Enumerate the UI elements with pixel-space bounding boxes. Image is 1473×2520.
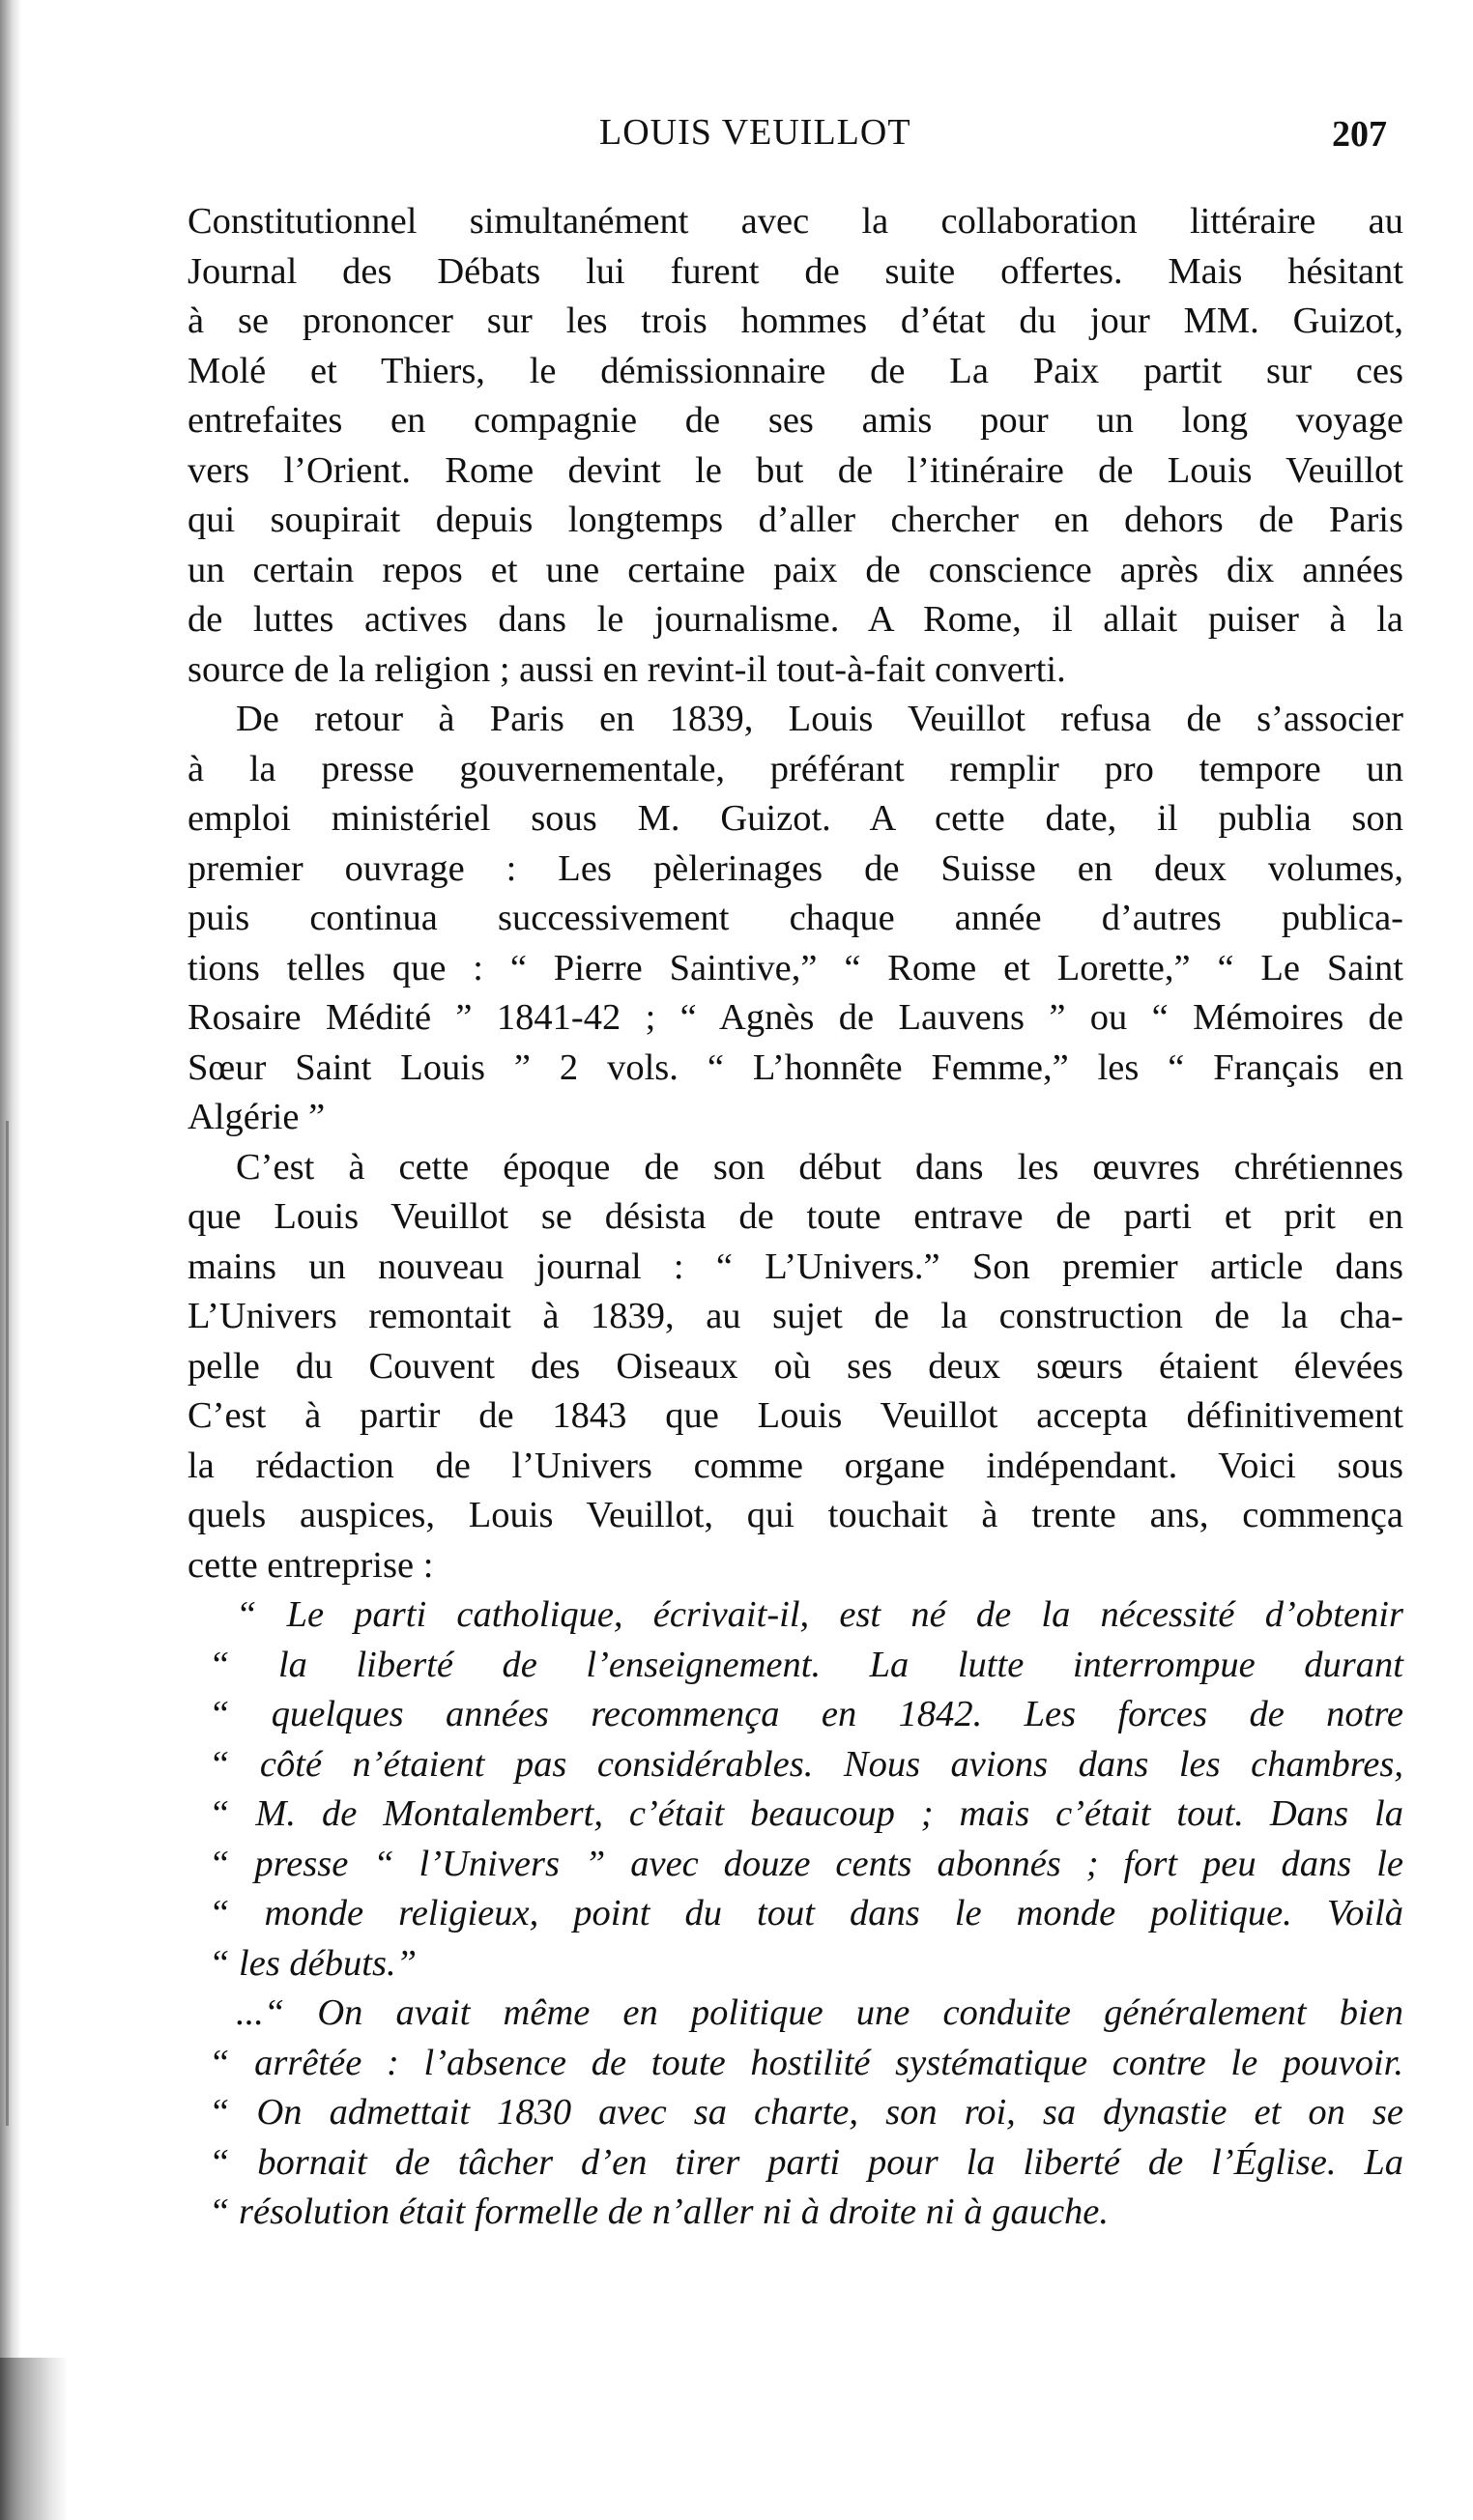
page-number: 207 [1332,114,1387,155]
text-line: L’Univers remontait à 1839, au sujet de la construction de la cha- [188,1296,1403,1336]
text-line: tions telles que : “ Pierre Saintive,” “ Rome et Lorette,” “ Le Saint [188,947,1403,988]
running-head [0,111,1473,169]
text-line: Sœur Saint Louis ” 2 vols. “ L’honnête Femme,” les “ Français en [188,1046,1403,1088]
text-line: la rédaction de l’Univers comme organe indépendant. Voici sous [188,1445,1403,1486]
prose-paragraphs [188,197,1403,1590]
text-line: mains un nouveau journal : “ L’Univers.” Son premier article dans [188,1246,1403,1287]
quote-line: “ monde religieux, point du tout dans le monde politique. Voilà [209,1893,1403,1933]
body-text [188,197,1403,2238]
text-line: Rosaire Médité ” 1841-42 ; “ Agnès de Lauvens ” ou “ Mémoires de [188,997,1403,1038]
text-line: Algérie ” [188,1097,326,1137]
text-line: C’est à partir de 1843 que Louis Veuillot accepta définitivement [188,1395,1403,1436]
text-line: puis continua successivement chaque année d’autres publica- [188,898,1403,938]
text-line: à se prononcer sur les trois hommes d’état du jour MM. Guizot, [188,301,1403,341]
text-line: pelle du Couvent des Oiseaux où ses deux sœurs étaient élevées [188,1345,1403,1387]
text-line: C’est à cette époque de son début dans les œuvres chrétiennes [236,1146,1403,1188]
text-line: Molé et Thiers, le démissionnaire de La Paix partit sur ces [188,350,1403,391]
quote-line: “ arrêtée : l’absence de toute hostilité systématique contre le pouvoir. [209,2042,1403,2083]
text-line: Constitutionnel simultanément avec la collaboration littéraire au [188,201,1403,242]
text-line: Journal des Débats lui furent de suite offertes. Mais hésitant [188,250,1403,292]
quote-line: ...“ On avait même en politique une conduite généralement bien [236,1992,1403,2033]
quotation-block-2 [188,1989,1403,2238]
quote-line: “ bornait de tâcher d’en tirer parti pour la liberté de l’Église. La [209,2141,1403,2183]
scan-edge-line [6,1121,9,2126]
quote-line: “ résolution était formelle de n’aller ni à droite ni à gauche. [209,2191,1110,2232]
text-line: un certain repos et une certaine paix de conscience après dix années [188,549,1403,590]
quote-line: “ les débuts.” [209,1942,417,1984]
quote-line: “ M. de Montalembert, c’était beaucoup ; mais c’était tout. Dans la [209,1793,1403,1834]
quote-line: “ la liberté de l’enseignement. La lutte interrompue durant [209,1644,1403,1685]
quote-line: “ Le parti catholique, écrivait-il, est né de la nécessité d’obtenir [236,1594,1403,1635]
text-line: quels auspices, Louis Veuillot, qui touchait à trente ans, commença [188,1495,1403,1535]
text-line: vers l’Orient. Rome devint le but de l’itinéraire de Louis Veuillot [188,449,1403,491]
text-line: premier ouvrage : Les pèlerinages de Suisse en deux volumes, [188,847,1403,889]
quote-line: “ côté n’étaient pas considérables. Nous avions dans les chambres, [209,1743,1403,1785]
text-line: à la presse gouvernementale, préférant remplir pro tempore un [188,748,1403,789]
text-line: de luttes actives dans le journalisme. A Rome, il allait puiser à la [188,599,1403,640]
text-line: qui soupirait depuis longtemps d’aller chercher en dehors de Paris [188,500,1403,540]
running-title: LOUIS VEUILLOT [599,112,911,153]
quotation-block-1 [188,1590,1403,1989]
scan-edge-shadow [0,0,21,2520]
text-line: entrefaites en compagnie de ses amis pour un long voyage [188,400,1403,441]
quote-line: “ On admettait 1830 avec sa charte, son roi, sa dynastie et on se [209,2092,1403,2133]
text-line: source de la religion ; aussi en revint-il tout-à-fait converti. [188,648,1066,690]
quote-line: “ presse “ l’Univers ” avec douze cents abonnés ; fort peu dans le [209,1843,1403,1884]
scan-corner-shadow [0,2358,68,2520]
text-line: cette entreprise : [188,1544,434,1586]
text-line: que Louis Veuillot se désista de toute entrave de parti et prit en [188,1196,1403,1237]
quote-line: “ quelques années recommença en 1842. Les forces de notre [209,1694,1403,1734]
text-line: emploi ministériel sous M. Guizot. A cette date, il publia son [188,798,1403,839]
text-line: De retour à Paris en 1839, Louis Veuillot refusa de s’associer [236,699,1403,739]
